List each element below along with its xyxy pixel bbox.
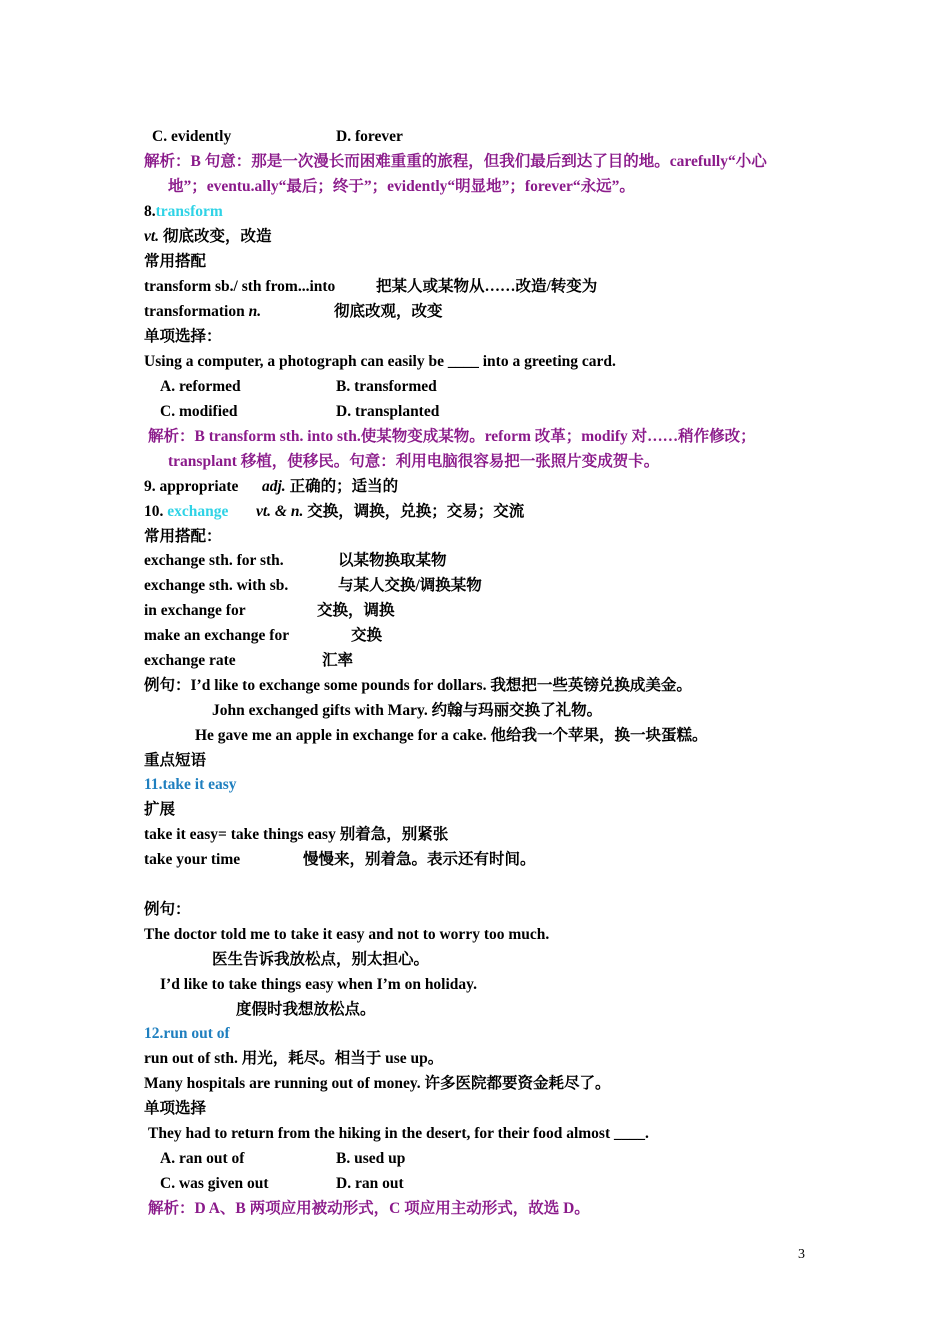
heading-10-number: 10. <box>144 503 168 520</box>
heading-8-number: 8. <box>144 203 156 220</box>
analysis-12: 解析：D A、B 两项应用被动形式，C 项应用主动形式，故选 D。 <box>148 1200 590 1217</box>
analysis-7-line2: 地”；eventu.ally“最后；终于”；evidently“明显地”；forever“永远”。 <box>168 178 635 195</box>
heading-10-definition <box>256 502 524 522</box>
collocation-phrase: in exchange for <box>144 602 246 619</box>
collocation-phrase: exchange rate <box>144 652 236 669</box>
example-translation: 度假时我想放松点。 <box>236 1001 376 1018</box>
heading-8-word: transform <box>155 203 223 220</box>
derivative-pos: n. <box>248 303 262 320</box>
example-translation: 医生告诉我放松点，别太担心。 <box>212 951 430 968</box>
option-a: A. ran out of <box>160 1150 245 1167</box>
collocation-meaning: 把某人或某物从……改造/转变为 <box>376 278 598 295</box>
example-sentence: 例句：I’d like to exchange some pounds for dollars. 我想把一些英镑兑换成美金。 <box>144 677 692 694</box>
heading-12: 12.run out of <box>144 1025 230 1042</box>
example-sentence: He gave me an apple in exchange for a cake. 他给我一个苹果，换一块蛋糕。 <box>195 727 708 744</box>
exercise-label: 单项选择 <box>144 1100 207 1117</box>
example-sentence: The doctor told me to take it easy and not to worry too much. <box>144 926 550 943</box>
exercise-question: They had to return from the hiking in the desert, for their food almost ____. <box>148 1125 649 1142</box>
derivative-text: transformation <box>144 303 249 320</box>
analysis-8-line1: 解析：B transform sth. into sth.使某物变成某物。reform 改革；modify 对……稍作修改； <box>148 428 756 445</box>
definition-line: run out of sth. 用光，耗尽。相当于 use up。 <box>144 1050 444 1067</box>
collocation-meaning: 交换 <box>351 627 383 644</box>
pos-label: adj. <box>262 478 286 495</box>
collocation-phrase: make an exchange for <box>144 627 290 644</box>
option-a: A. reformed <box>160 378 241 395</box>
example-sentence: Many hospitals are running out of money. 许多医院都要资金耗尽了。 <box>144 1075 611 1092</box>
pos-label: vt. <box>144 228 160 245</box>
analysis-7-line1: 解析：B 句意：那是一次漫长而困难重重的旅程，但我们最后到达了目的地。carefully“小心 <box>144 153 767 170</box>
collocation-meaning: 慢慢来，别着急。表示还有时间。 <box>303 851 536 868</box>
heading-8 <box>144 202 223 222</box>
collocation-phrase: exchange sth. with sb. <box>144 577 289 594</box>
example-sentence: I’d like to take things easy when I’m on holiday. <box>160 976 477 993</box>
collocation-meaning: 汇率 <box>322 652 354 669</box>
definition-text: 正确的；适当的 <box>285 478 399 495</box>
definition-text: 彻底改变，改造 <box>159 228 272 245</box>
heading-10-word: exchange <box>167 503 229 520</box>
heading-10 <box>144 502 228 522</box>
option-d: D. forever <box>336 128 403 145</box>
collocations-label: 常用搭配 <box>144 253 207 270</box>
exercise-label: 单项选择： <box>144 328 222 345</box>
option-b: B. used up <box>336 1150 406 1167</box>
option-b: B. transformed <box>336 378 437 395</box>
option-d: D. ran out <box>336 1175 404 1192</box>
key-phrases-heading: 重点短语 <box>144 752 207 769</box>
heading-9-definition <box>262 477 398 497</box>
collocation-meaning: 与某人交换/调换某物 <box>338 577 482 594</box>
collocation-phrase: exchange sth. for sth. <box>144 552 284 569</box>
derivative-word <box>144 302 261 322</box>
collocation-meaning: 交换，调换 <box>317 602 395 619</box>
example-sentence: John exchanged gifts with Mary. 约翰与玛丽交换了礼物。 <box>212 702 603 719</box>
option-c: C. modified <box>160 403 238 420</box>
extension-line: take it easy= take things easy 别着急，别紧张 <box>144 826 449 843</box>
pos-label: vt. & n. <box>256 503 304 520</box>
transform-definition <box>144 227 271 247</box>
heading-11: 11.take it easy <box>144 776 237 793</box>
page-number: 3 <box>798 1247 805 1262</box>
collocation-phrase: take your time <box>144 851 241 868</box>
option-c: C. was given out <box>160 1175 269 1192</box>
collocation-phrase: transform sb./ sth from...into <box>144 278 336 295</box>
derivative-meaning: 彻底改观，改变 <box>334 303 443 320</box>
option-d: D. transplanted <box>336 403 440 420</box>
example-label: 例句： <box>144 901 191 918</box>
definition-text: 交换，调换，兑换；交易；交流 <box>303 503 525 520</box>
collocations-label: 常用搭配： <box>144 528 222 545</box>
extension-label: 扩展 <box>144 801 176 818</box>
heading-9: 9. appropriate <box>144 478 239 495</box>
analysis-8-line2: transplant 移植，使移民。句意：利用电脑很容易把一张照片变成贺卡。 <box>168 453 660 470</box>
collocation-meaning: 以某物换取某物 <box>338 552 447 569</box>
exercise-question: Using a computer, a photograph can easily be ____ into a greeting card. <box>144 353 616 370</box>
option-c: C. evidently <box>152 128 232 145</box>
